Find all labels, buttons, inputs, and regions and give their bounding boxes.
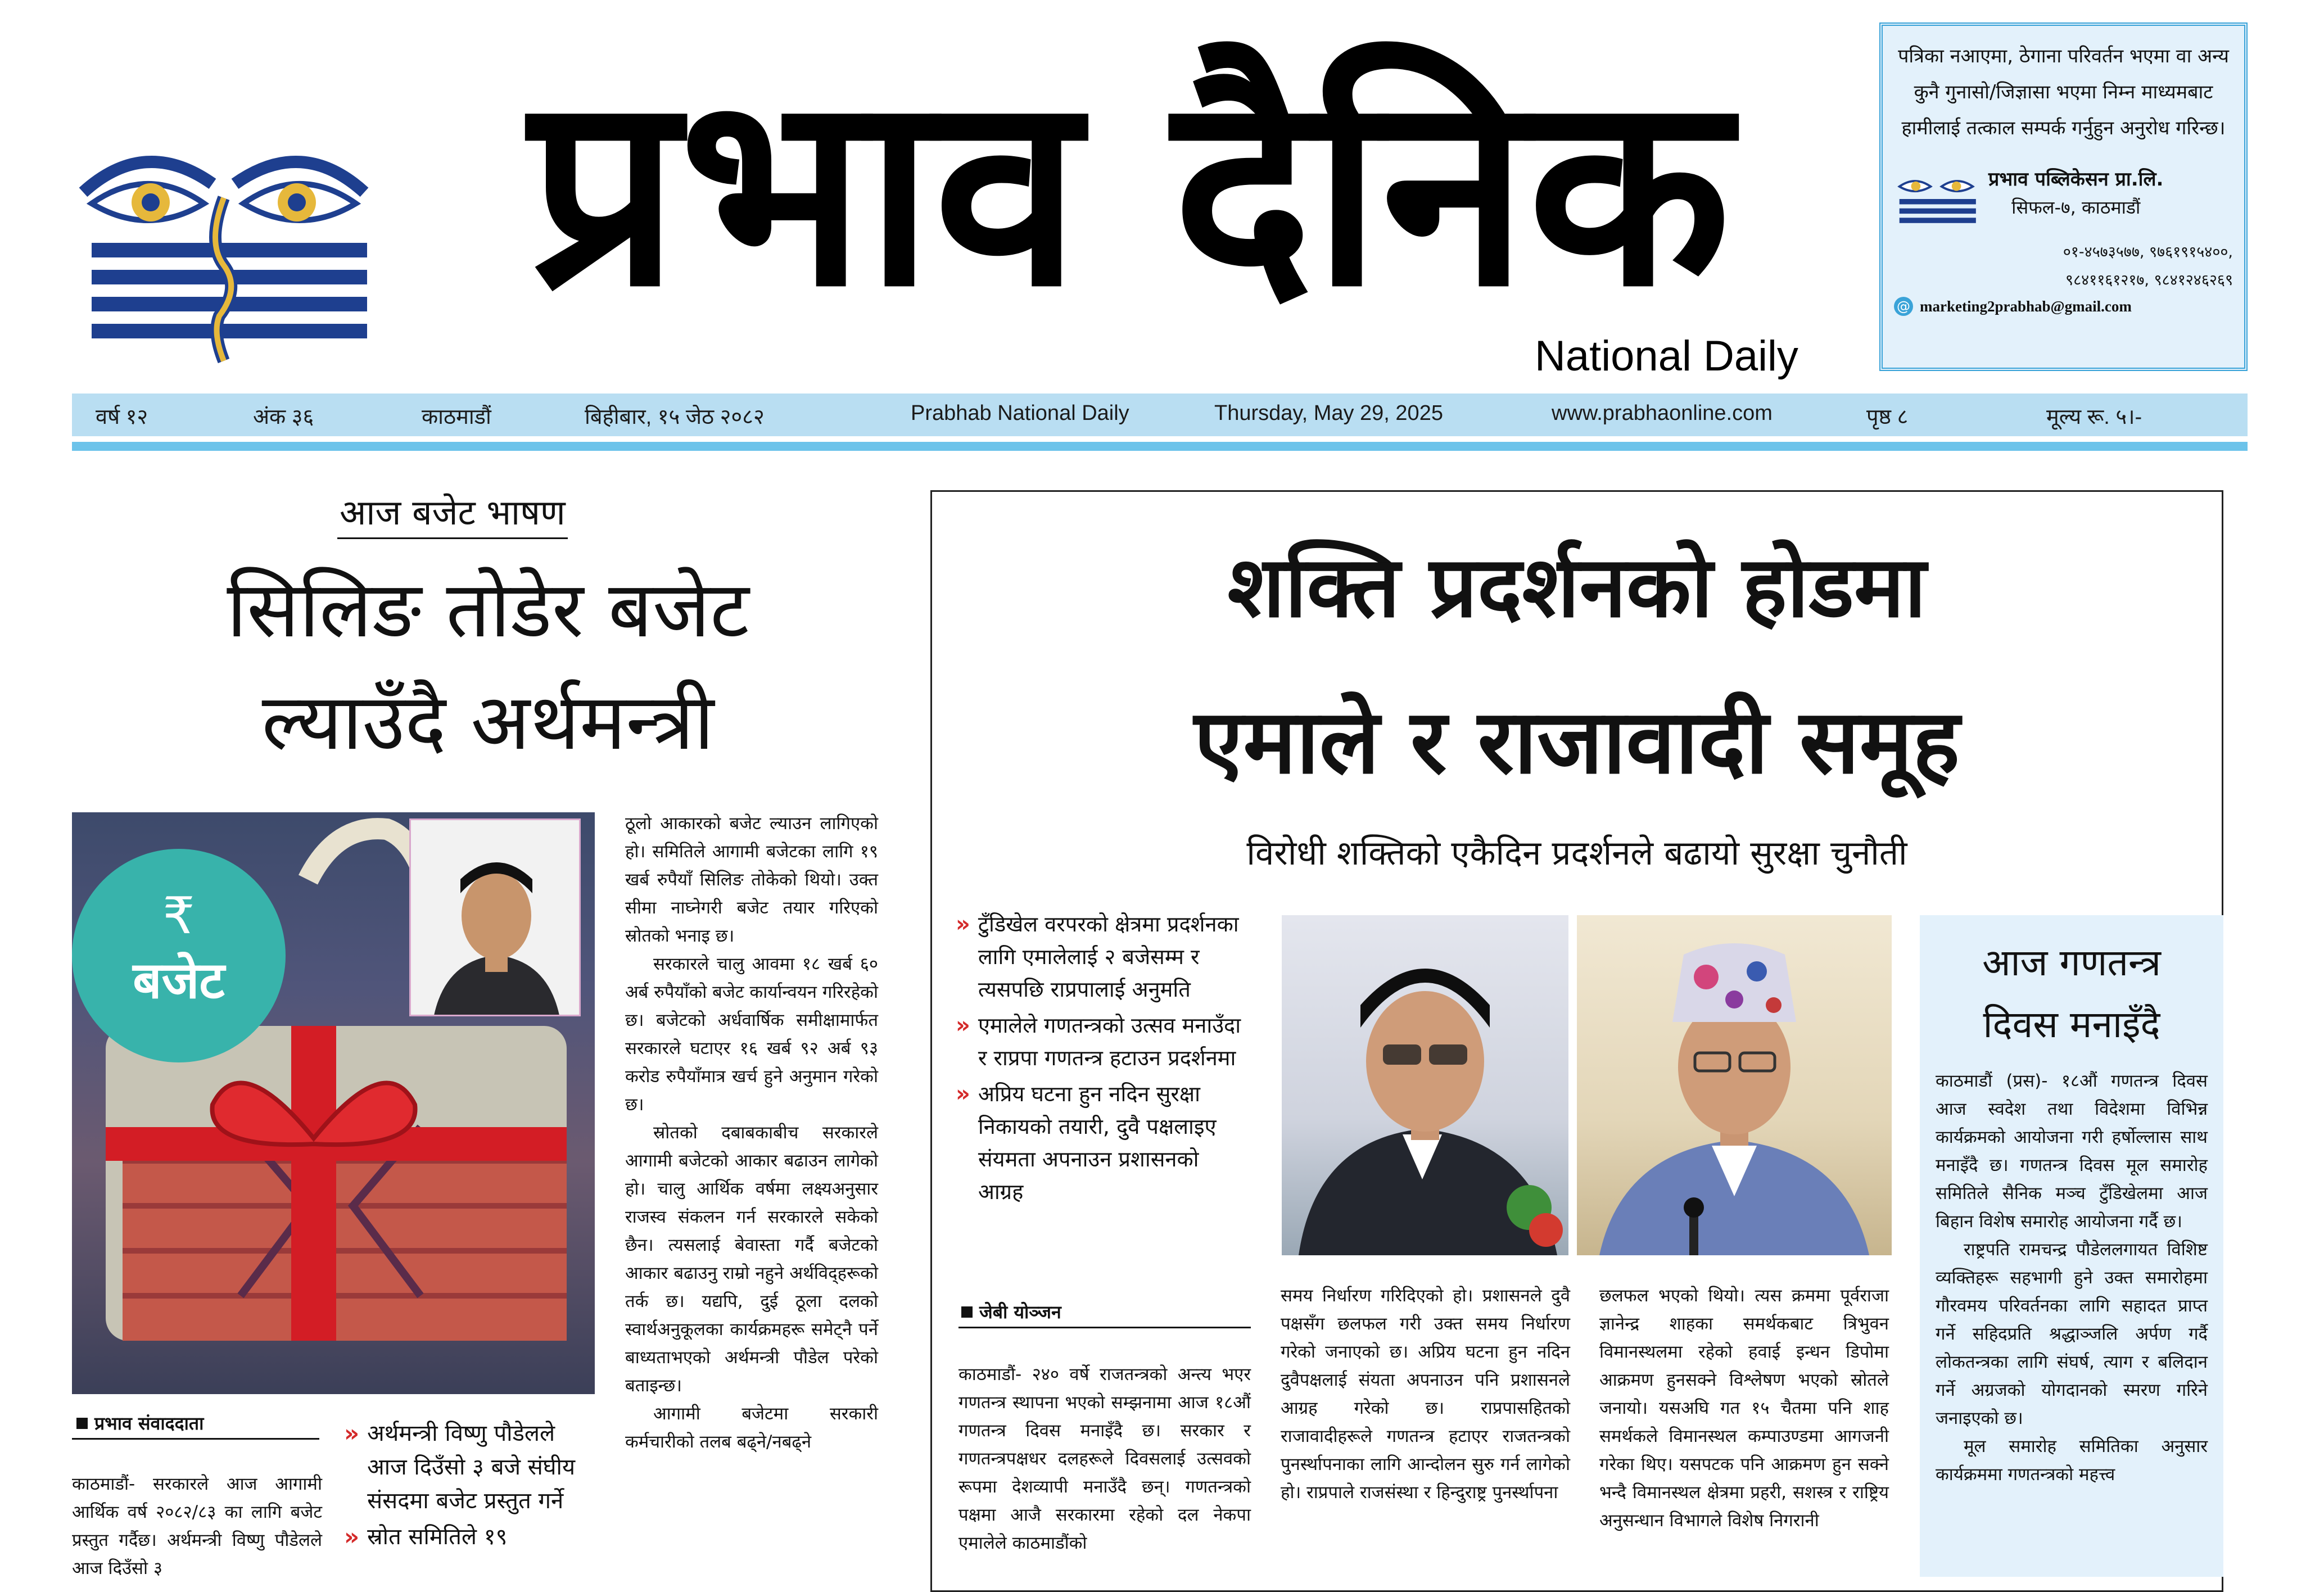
budget-bullet [344,1417,597,1518]
budget-column [625,809,878,1456]
lead-byline [961,1300,1061,1324]
byline-square-icon [76,1418,88,1429]
lead-subheadline: विरोधी शक्तिको एकैदिन प्रदर्शनले बढायो सुरक्षा चुनौती [1246,834,1907,873]
notice-phones-1: ०१-४५७३५७७, ९७६१९१५४००, [2063,243,2233,261]
budget-headline-1: सिलिङ तोडेर बजेट [227,564,749,655]
masthead-title: प्रभाव दैनिक [529,37,1731,345]
minister-portrait [409,818,581,1016]
sidebar-paragraph: राष्ट्रपति रामचन्द्र पौडेललगायत विशिष्ट व्यक्तिहरू सहभागी हुने उक्त समारोहमा गौरवमय परिवर्तनका लागि सहादत प्राप्त गर्ने सहिदप्रति श्रद्धाञ्जलि अर्पण गर्दै लोकतन्त्रका लागि संघर्ष, त्याग र बलिदान गर्ने अग्रजको योगदानको स्मरण गरिने जनाइएको छ। [1936,1240,2208,1428]
strip-paper-name: Prabhab National Daily [911,401,1129,425]
budget-paragraph: आगामी बजेटमा सरकारी कर्मचारीको तलब बढ्ने/नबढ्ने [625,1404,878,1452]
sidebar-paragraph: काठमाडौं (प्रस)- १८औं गणतन्त्र दिवस आज स्वदेश तथा विदेशमा विभिन्न कार्यक्रमको आयोजना गरी हर्षोल्लास साथ मनाइँदै छ। गणतन्त्र दिवस मूल समारोह समितिले सैनिक मञ्च टुँडिखेलमा आज बिहान विशेष समारोह आयोजना गर्दै छ। [1936,1071,2208,1232]
notice-box [1879,22,2248,371]
lead-headline-1: शक्ति प्रदर्शनको होडमा [1227,539,1927,636]
lead-photo-left [1282,915,1568,1255]
budget-bullets [344,1417,597,1556]
budget-paragraph: ठूलो आकारको बजेट ल्याउन लागिएको हो। समितिले आगामी बजेटका लागि १९ खर्ब रुपैयाँ सिलिङ तोकेको थियो। उक्त सीमा नाघ्नेगरी बजेट तयार गरिएको स्रोतको भनाइ छ। [625,813,878,946]
strip-website[interactable]: www.prabhaonline.com [1552,401,1773,425]
budget-headline-2: ल्याउँदै अर्थमन्त्री [261,677,715,767]
money-bag-icon: ₹ [162,887,195,946]
budget-lede: काठमाडौं- सरकारले आज आगामी आर्थिक वर्ष २०८२/८३ का लागि बजेट प्रस्तुत गर्दैछ। अर्थमन्त्री विष्णु पौडेलले आज दिउँसो ३ [72,1474,322,1579]
bullet-arrow-icon: » [344,1419,360,1447]
lead-bullet-text: टुँडिखेल वरपरको क्षेत्रमा प्रदर्शनका लागि एमालेलाई २ बजेसम्म र त्यसपछि राप्रपालाई अनुमति [978,912,1239,1002]
strip-year: वर्ष १२ [96,405,148,429]
lead-column-1: काठमाडौं- २४० वर्षे राजतन्त्रको अन्त्य भएर गणतन्त्र स्थापना भएको सम्झनामा आज १८औं गणतन्त्र दिवस मनाइँदै छ। सरकार र गणतन्त्रपक्षधर दलहरूले दिवसलाई उत्सवको रूपमा देशव्यापी मनाउँदै छन्। गणतन्त्रको पक्षमा आजै सरकारमा रहेको दल नेकपा एमालेले काठमाडौंको [958,1364,1251,1553]
leader-photo-1 [1282,915,1568,1255]
leader-photo-2 [1577,915,1892,1255]
lead-bullet-text: एमालेले गणतन्त्रको उत्सव मनाउँदा र राप्रपा गणतन्त्र हटाउन प्रदर्शनमा [978,1013,1241,1070]
email-icon: @ [1894,297,1913,316]
strip-date-english: Thursday, May 29, 2025 [1214,401,1443,425]
budget-bullet-text: स्रोत समितिले १९ [367,1524,508,1550]
strip-date-nepali: बिहीबार, १५ जेठ २०८२ [585,405,765,429]
notice-phones-2: ९८४११६१२१७, ९८४१२४६२६९ [2065,272,2233,289]
masthead-subtitle: National Daily [1535,332,1798,380]
publisher-logo-icon [1894,165,1978,233]
publisher-address: सिफल-७, काठमाडौं [2011,197,2141,218]
lead-bullet-text: अप्रिय घटना हुन नदिन सुरक्षा निकायको तयारी, दुवै पक्षलाइए संयमता अपनाउन प्रशासनको आग्रह [978,1082,1217,1204]
bullet-arrow-icon: » [956,1012,970,1038]
lead-headline-2: एमाले र राजावादी समूह [1193,690,1960,794]
lead-bullets [956,908,1248,1208]
bullet-arrow-icon: » [956,911,970,937]
lead-byline-rule [958,1327,1251,1328]
budget-badge-label: बजेट [133,951,225,1010]
lead-bullet [956,1009,1248,1074]
lead-bullet [956,908,1248,1006]
budget-byline [76,1411,204,1435]
republic-day-sidebar [1920,915,2223,1577]
bullet-arrow-icon: » [956,1081,970,1107]
budget-byline-rule [72,1438,319,1440]
lead-column-3: छलफल भएको थियो। त्यस क्रममा पूर्वराजा ज्ञानेन्द्र शाहका समर्थकबाट त्रिभुवन विमानस्थलमा रहेको हवाई इन्धन डिपोमा आक्रमण हुनसक्ने विश्लेषण भएको स्रोतले जनायो। यसअघि गत १५ चैतमा पनि शाह समर्थकले विमानस्थल कम्पाउण्डमा आगजनी गरेका थिए। यसपटक पनि आक्रमण हुन सक्ने भन्दै विमानस्थल क्षेत्रमा प्रहरी, सशस्त्र र राष्ट्रिय अनुसन्धान विभागले विशेष निगरानी [1599,1286,1889,1531]
buddha-eyes-icon [72,130,376,367]
sidebar-headline-2: दिवस मनाइँदै [1983,1003,2160,1046]
budget-paragraph: स्रोतको दबाबकाबीच सरकारले आगामी बजेटको आकार बढाउन लागेको हो। चालु आर्थिक वर्षमा लक्ष्यअनुसार राजस्व संकलन गर्न सरकारले सकेको छैन। त्यसलाई बेवास्ता गर्दै बजेटको आकार बढाउनु राम्रो नहुने अर्थविद्हरूको तर्क छ। यद्यपि, दुई ठूला दलको स्वार्थअनुकूलका कार्यक्रमहरू समेट्नै पर्ने बाध्यताभएको अर्थमन्त्री पौडेल परेको बताइन्छ। [625,1123,878,1396]
budget-bullet-text: अर्थमन्त्री विष्णु पौडेलले आज दिउँसो ३ बजे संघीय संसदमा बजेट प्रस्तुत गर्ने [367,1421,576,1514]
budget-bullet [344,1520,597,1554]
logo [72,130,376,367]
strip-pages: पृष्ठ ८ [1866,405,1909,429]
budget-kicker: आज बजेट भाषण [337,488,568,539]
budget-byline-text: प्रभाव संवाददाता [94,1413,204,1434]
sidebar-headline-1: आज गणतन्त्र [1982,941,2161,984]
budget-badge [72,849,286,1062]
strip-rule [72,442,2248,451]
strip-place: काठमाडौं [422,405,491,429]
notice-email[interactable]: marketing2prabhab@gmail.com [1920,297,2132,315]
info-strip [72,394,2248,436]
strip-issue: अंक ३६ [253,405,314,429]
strip-price: मूल्य रू. ५।- [2046,405,2142,429]
lead-photo-right [1577,915,1892,1255]
byline-square-icon [961,1306,973,1318]
minister-photo [411,820,581,1016]
notice-message: पत्रिका नआएमा, ठेगाना परिवर्तन भएमा वा अन्य कुनै गुनासो/जिज्ञासा भएमा निम्न माध्यमबाट हामीलाई तत्काल सम्पर्क गर्नुहुन अनुरोध गरिन्छ। [1898,45,2229,139]
lead-byline-text: जेबी योञ्जन [979,1301,1061,1323]
sidebar-paragraph: मूल समारोह समितिका अनुसार कार्यक्रममा गणतन्त्रको महत्त्व [1936,1436,2208,1485]
bullet-arrow-icon: » [344,1523,360,1550]
publisher-name: प्रभाव पब्लिकेसन प्रा.लि. [1988,168,2164,191]
budget-paragraph: सरकारले चालु आवमा १८ खर्ब ६० अर्ब रुपैयाँको बजेट कार्यान्वयन गरिरहेको छ। बजेटको अर्धवार्षिक समीक्षामार्फत सरकारले घटाएर १६ खर्ब ९२ अर्ब ९३ करोड रुपैयाँमात्र खर्च हुने अनुमान गरेको छ। [625,954,878,1115]
lead-column-2: समय निर्धारण गरिदिएको हो। प्रशासनले दुवै पक्षसँग छलफल गरी उक्त समय निर्धारण गरेको जनाएको छ। अप्रिय घटना हुन नदिन दुवैपक्षलाई संयता अपनाउन पनि प्रशासनले आग्रह गरेको छ। राप्रपासहितको राजावादीहरूले गणतन्त्र हटाएर राजतन्त्रको पुनर्स्थापनाका लागि आन्दोलन सुरु गर्न लागेको हो। राप्रपाले राजसंस्था र हिन्दुराष्ट्र पुनर्स्थापना [1281,1286,1570,1503]
lead-bullet [956,1078,1248,1208]
